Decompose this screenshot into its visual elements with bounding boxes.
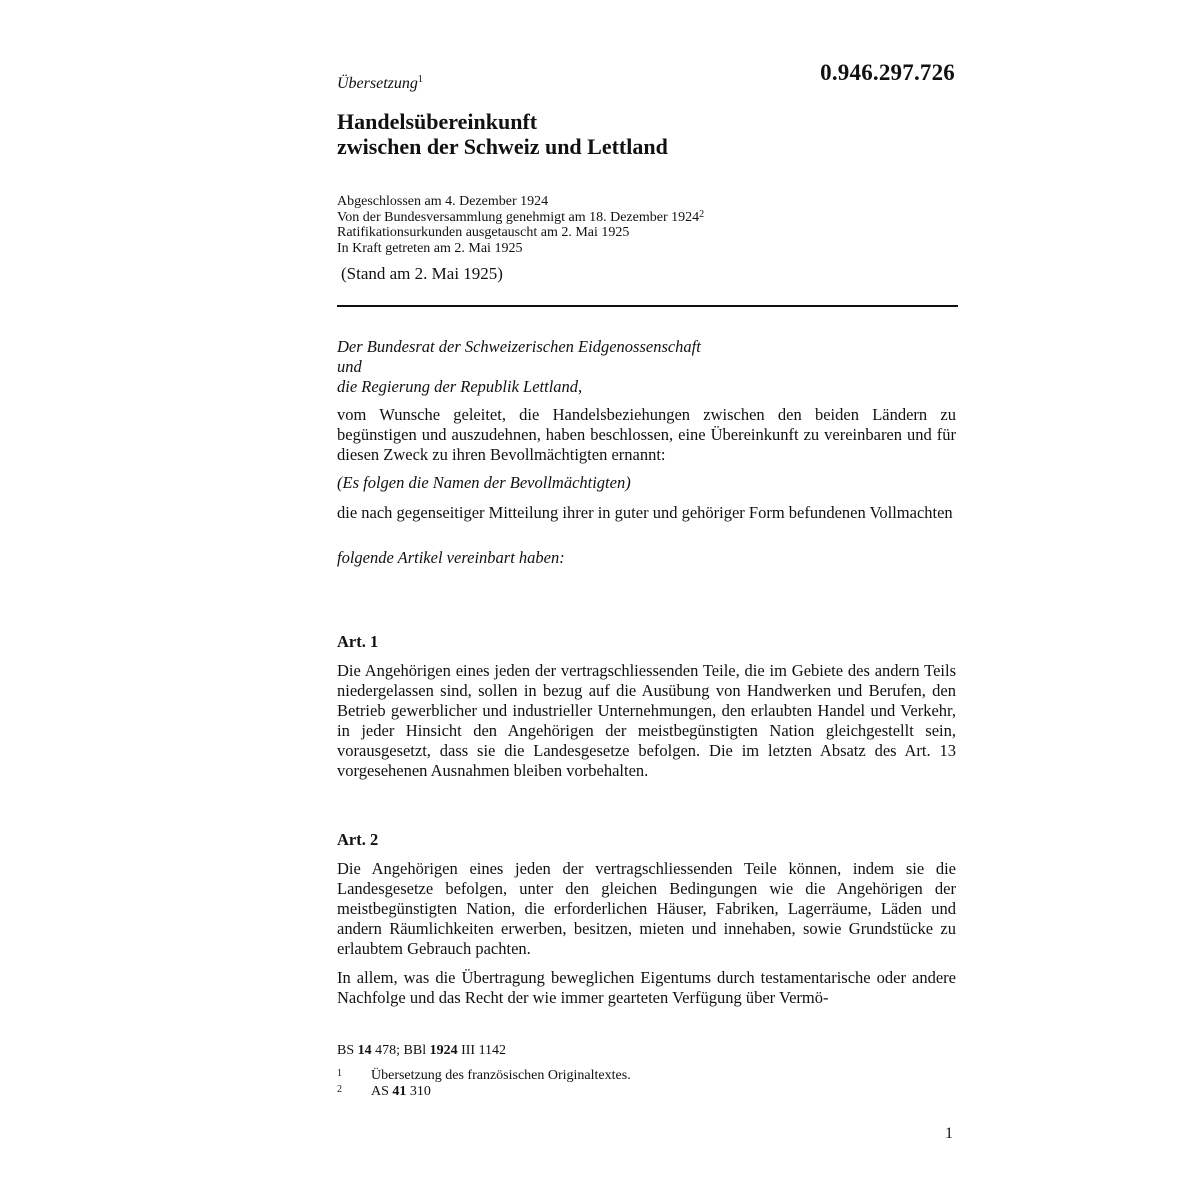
approved-date-text: Von der Bundesversammlung genehmigt am 18. Dezember 1924 [337,209,700,225]
article-2-heading: Art. 2 [337,830,379,849]
footnote-2-volume: 41 [392,1084,407,1099]
source-prefix: BS [337,1043,358,1058]
title-line-1: Handelsübereinkunft [337,109,538,134]
header-divider [337,305,958,307]
party-switzerland: Der Bundesrat der Schweizerischen Eidgenossenschaft [337,337,701,356]
translation-label-text: Übersetzung [337,75,418,92]
footnote-1 [337,1066,631,1083]
source-bbl-year: 1924 [429,1043,458,1058]
source-suffix: III 1142 [457,1043,507,1058]
party-and: und [337,357,362,376]
footnote-2-suffix: 310 [406,1084,431,1099]
article-2-paragraph-2: In allem, was die Übertragung beweglichen Eigentums durch testamentarische oder andere Nachfolge und das Recht der wie immer gearteten Verfügung über Vermö- [337,968,956,1007]
footnote-1-text: Übersetzung des französischen Originaltextes. [371,1068,631,1083]
footnote-2-prefix: AS [371,1084,393,1099]
concluded-date: Abgeschlossen am 4. Dezember 1924 [337,194,549,209]
translation-label [337,74,423,93]
article-2-paragraph-1: Die Angehörigen eines jeden der vertragschliessenden Teile können, indem sie die Landesgesetze befolgen, unter den gleichen Bedingungen wie die Angehörigen der meistbegünstigten Nation, die erforderlichen Häuser, Fabriken, Lagerräume, Läden und andern Räumlichkeiten erwerben, besitzen, mieten und innehaben, sowie Grundstücke zu erlaubtem Gebrauch pachten. [337,859,956,958]
plenipotentiaries-note: (Es folgen die Namen der Bevollmächtigten) [337,473,631,492]
footnote-ref-2[interactable]: 2 [699,208,705,220]
preamble-paragraph-2: die nach gegenseitiger Mitteilung ihrer in guter und gehöriger Form befundenen Vollmachten [337,503,953,522]
agreed-articles-line: folgende Artikel vereinbart haben: [337,548,565,567]
source-bs-volume: 14 [357,1043,372,1058]
footnote-2-number: 2 [337,1084,342,1095]
document-title [337,109,668,159]
metadata-block [337,194,704,256]
article-1-paragraph: Die Angehörigen eines jeden der vertragschliessenden Teile, die im Gebiete des andern Teils niedergelassen sind, sollen in bezug auf die Ausübung von Handwerken und Berufen, den Betrieb gewerblicher und industrieller Unternehmungen, den erlaubten Handel und Verkehr, in jeder Hinsicht den Angehörigen der meistbegünstigten Nation gleichgestellt sein, vorausgesetzt, dass sie die Landesgesetze befolgen. Die im letzten Absatz des Art. 13 vorgesehenen Ausnahmen bleiben vorbehalten. [337,661,956,780]
footnote-ref-1[interactable]: 1 [417,74,423,85]
source-reference [337,1043,506,1059]
ratified-date: Ratifikationsurkunden ausgetauscht am 2. Mai 1925 [337,225,630,240]
document-number: 0.946.297.726 [820,60,955,85]
source-mid: 478; BBl [371,1043,430,1058]
status-date: (Stand am 2. Mai 1925) [341,264,503,283]
footnote-2 [337,1082,431,1099]
article-1-heading: Art. 1 [337,632,379,651]
preamble-parties [337,337,701,397]
approved-date [337,210,704,226]
footnote-1-number: 1 [337,1068,342,1079]
in-force-date: In Kraft getreten am 2. Mai 1925 [337,240,523,256]
title-line-2: zwischen der Schweiz und Lettland [337,134,668,159]
preamble-paragraph-1: vom Wunsche geleitet, die Handelsbeziehungen zwischen den beiden Ländern zu begünstigen und auszudehnen, haben beschlossen, eine Übereinkunft zu vereinbaren und für diesen Zweck zu ihren Bevollmächtigten ernannt: [337,405,956,464]
page-number: 1 [945,1125,953,1142]
party-latvia: die Regierung der Republik Lettland, [337,377,583,396]
